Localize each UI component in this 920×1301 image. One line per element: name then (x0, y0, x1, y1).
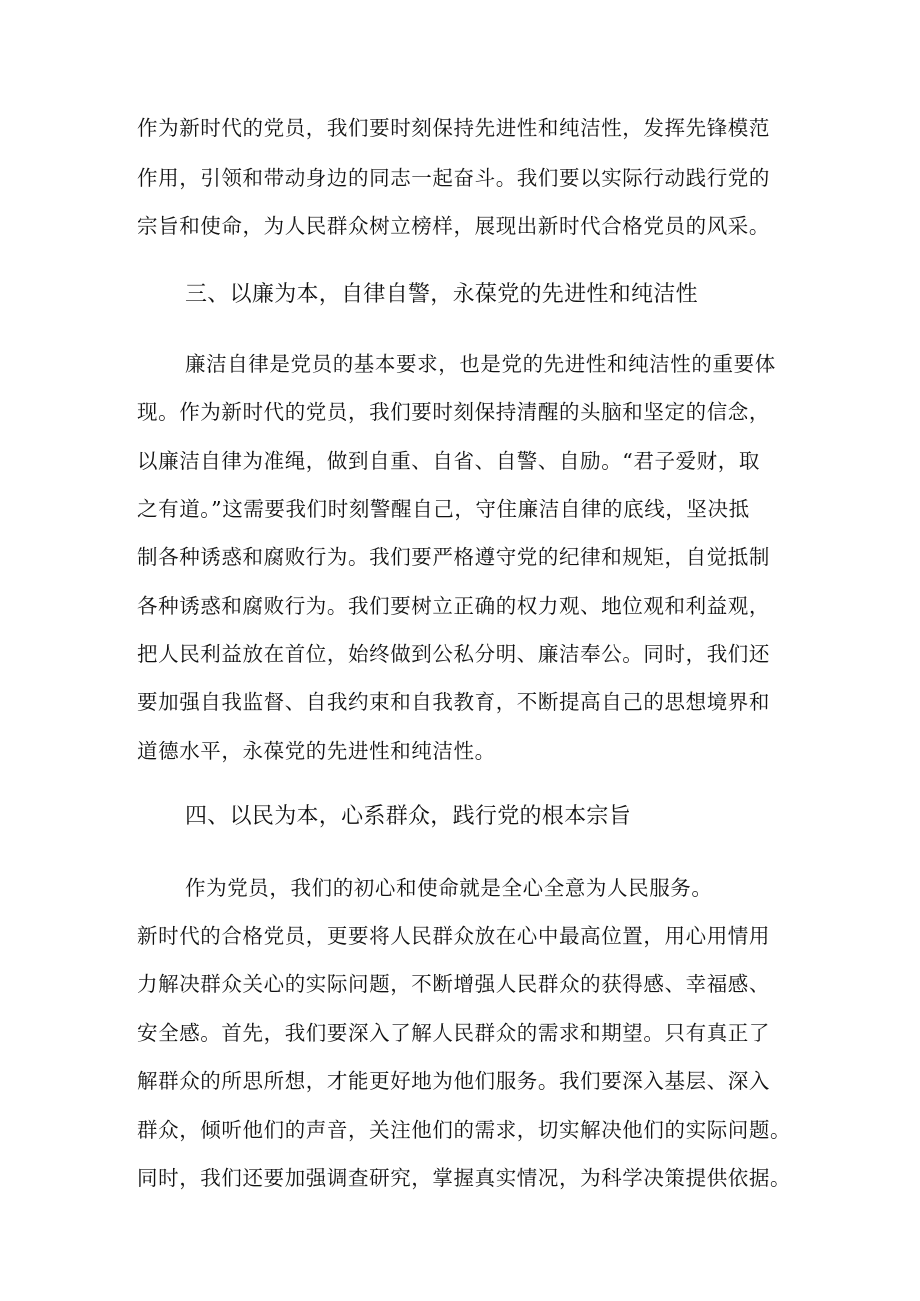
paragraph-3-line: 安全感。首先，我们要深入了解人民群众的需求和期望。只有真正了 (137, 1021, 770, 1045)
paragraph-3-line: 力解决群众关心的实际问题，不断增强人民群众的获得感、幸福感、 (137, 972, 770, 996)
paragraph-3-line: 同时，我们还要加强调查研究，掌握真实情况，为科学决策提供依据。 (137, 1166, 792, 1190)
paragraph-2-line: 之有道。”这需要我们时刻警醒自己，守住廉洁自律的底线，坚决抵 (137, 497, 750, 521)
paragraph-3-line: 作为党员，我们的初心和使命就是全心全意为人民服务。 (185, 876, 713, 900)
paragraph-2-line: 要加强自我监督、自我约束和自我教育，不断提高自己的思想境界和 (137, 690, 770, 714)
section-heading-4: 四、以民为本，心系群众，践行党的根本宗旨 (185, 804, 632, 829)
paragraph-1-line: 宗旨和使命，为人民群众树立榜样，展现出新时代合格党员的风采。 (137, 214, 770, 238)
paragraph-2-line: 道德水平，永葆党的先进性和纯洁性。 (137, 739, 496, 763)
paragraph-3-line: 新时代的合格党员，更要将人民群众放在心中最高位置，用心用情用 (137, 924, 770, 948)
paragraph-1-line: 作用，引领和带动身边的同志一起奋斗。我们要以实际行动践行党的 (137, 166, 770, 190)
paragraph-2-line: 廉洁自律是党员的基本要求，也是党的先进性和纯洁性的重要体 (185, 352, 776, 376)
paragraph-2-line: 现。作为新时代的党员，我们要时刻保持清醒的头脑和坚定的信念， (137, 400, 770, 424)
paragraph-2-line: 以廉洁自律为准绳，做到自重、自省、自警、自励。“君子爱财，取 (137, 449, 760, 473)
paragraph-2-line: 制各种诱惑和腐败行为。我们要严格遵守党的纪律和规矩，自觉抵制 (137, 545, 770, 569)
section-heading-3: 三、以廉为本，自律自警，永葆党的先进性和纯洁性 (185, 282, 698, 307)
paragraph-3-line: 群众，倾听他们的声音，关注他们的需求，切实解决他们的实际问题。 (137, 1118, 792, 1142)
paragraph-1-line: 作为新时代的党员，我们要时刻保持先进性和纯洁性，发挥先锋模范 (137, 116, 770, 140)
paragraph-2-line: 各种诱惑和腐败行为。我们要树立正确的权力观、地位观和利益观， (137, 594, 770, 618)
paragraph-2-line: 把人民利益放在首位，始终做到公私分明、廉洁奉公。同时，我们还 (137, 642, 770, 666)
paragraph-3-line: 解群众的所思所想，才能更好地为他们服务。我们要深入基层、深入 (137, 1069, 770, 1093)
